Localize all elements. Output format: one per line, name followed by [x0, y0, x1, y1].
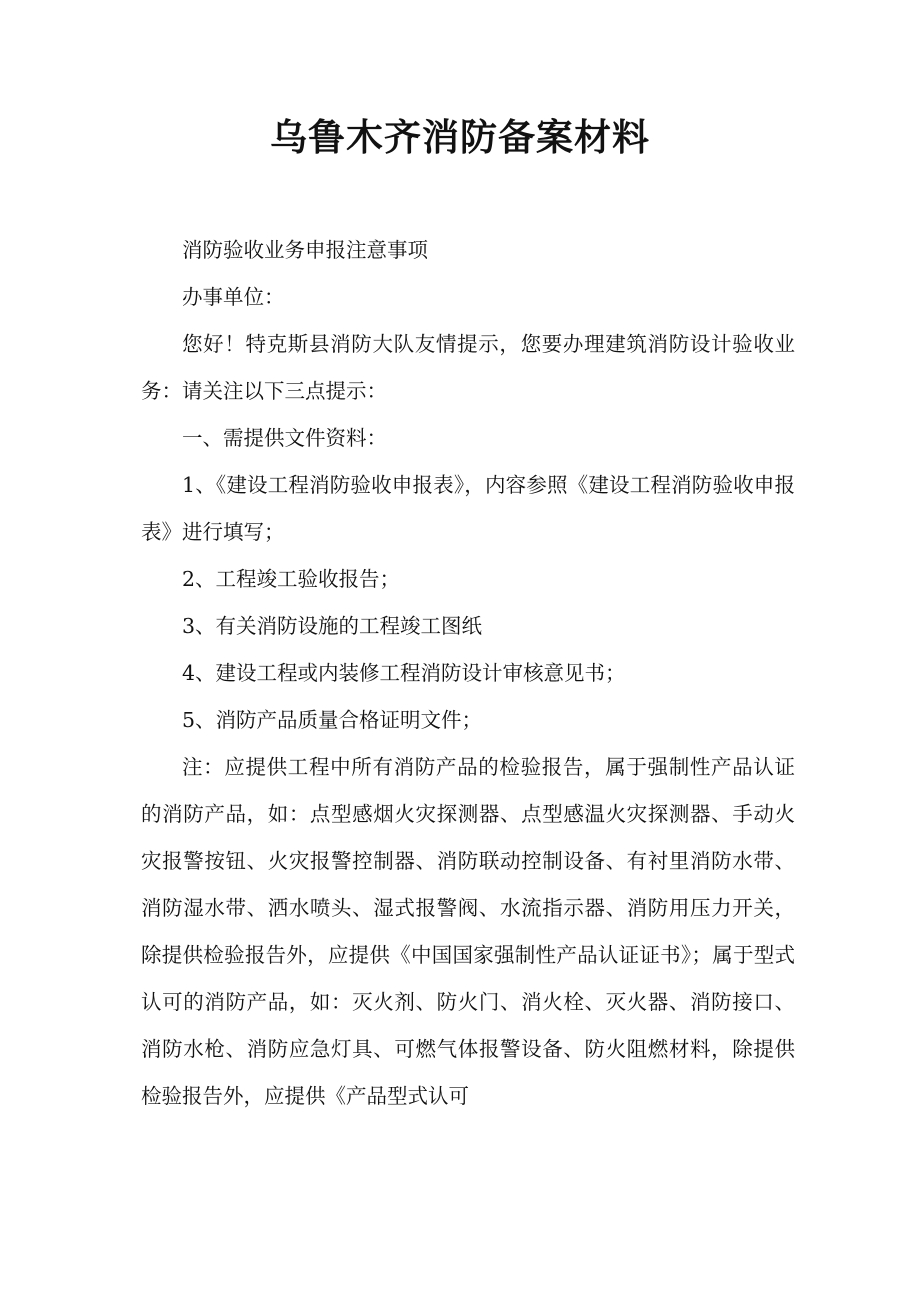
paragraph-notice-heading: 消防验收业务申报注意事项: [182, 238, 428, 262]
document-body: [141, 227, 795, 1120]
paragraph-note: 注：应提供工程中所有消防产品的检验报告，属于强制性产品认证的消防产品，如：点型感烟火灾探测器、点型感温火灾探测器、手动火灾报警按钮、火灾报警控制器、消防联动控制设备、有衬里消防水带、消防湿水带、洒水喷头、湿式报警阀、水流指示器、消防用压力开关，除提供检验报告外，应提供《中国国家强制性产品认证证书》；属于型式认可的消防产品，如：灭火剂、防火门、消火栓、灭火器、消防接口、消防水枪、消防应急灯具、可燃气体报警设备、防火阻燃材料，除提供检验报告外，应提供《产品型式认可: [141, 755, 795, 1108]
paragraph-item-2: 2、工程竣工验收报告；: [182, 567, 401, 591]
paragraph-greeting: 您好！特克斯县消防大队友情提示，您要办理建筑消防设计验收业务：请关注以下三点提示：: [141, 332, 795, 403]
paragraph-addressee: 办事单位：: [182, 285, 285, 309]
paragraph-item-3: 3、有关消防设施的工程竣工图纸: [182, 614, 483, 638]
paragraph-item-4: 4、建设工程或内装修工程消防设计审核意见书；: [182, 661, 626, 685]
document-title: 乌鲁木齐消防备案材料: [270, 116, 650, 159]
paragraph-item-1: 1、《建设工程消防验收申报表》，内容参照《建设工程消防验收申报表》进行填写；: [141, 473, 795, 544]
paragraph-section-heading: 一、需提供文件资料：: [182, 426, 387, 450]
paragraph-item-5: 5、消防产品质量合格证明文件；: [182, 708, 483, 732]
